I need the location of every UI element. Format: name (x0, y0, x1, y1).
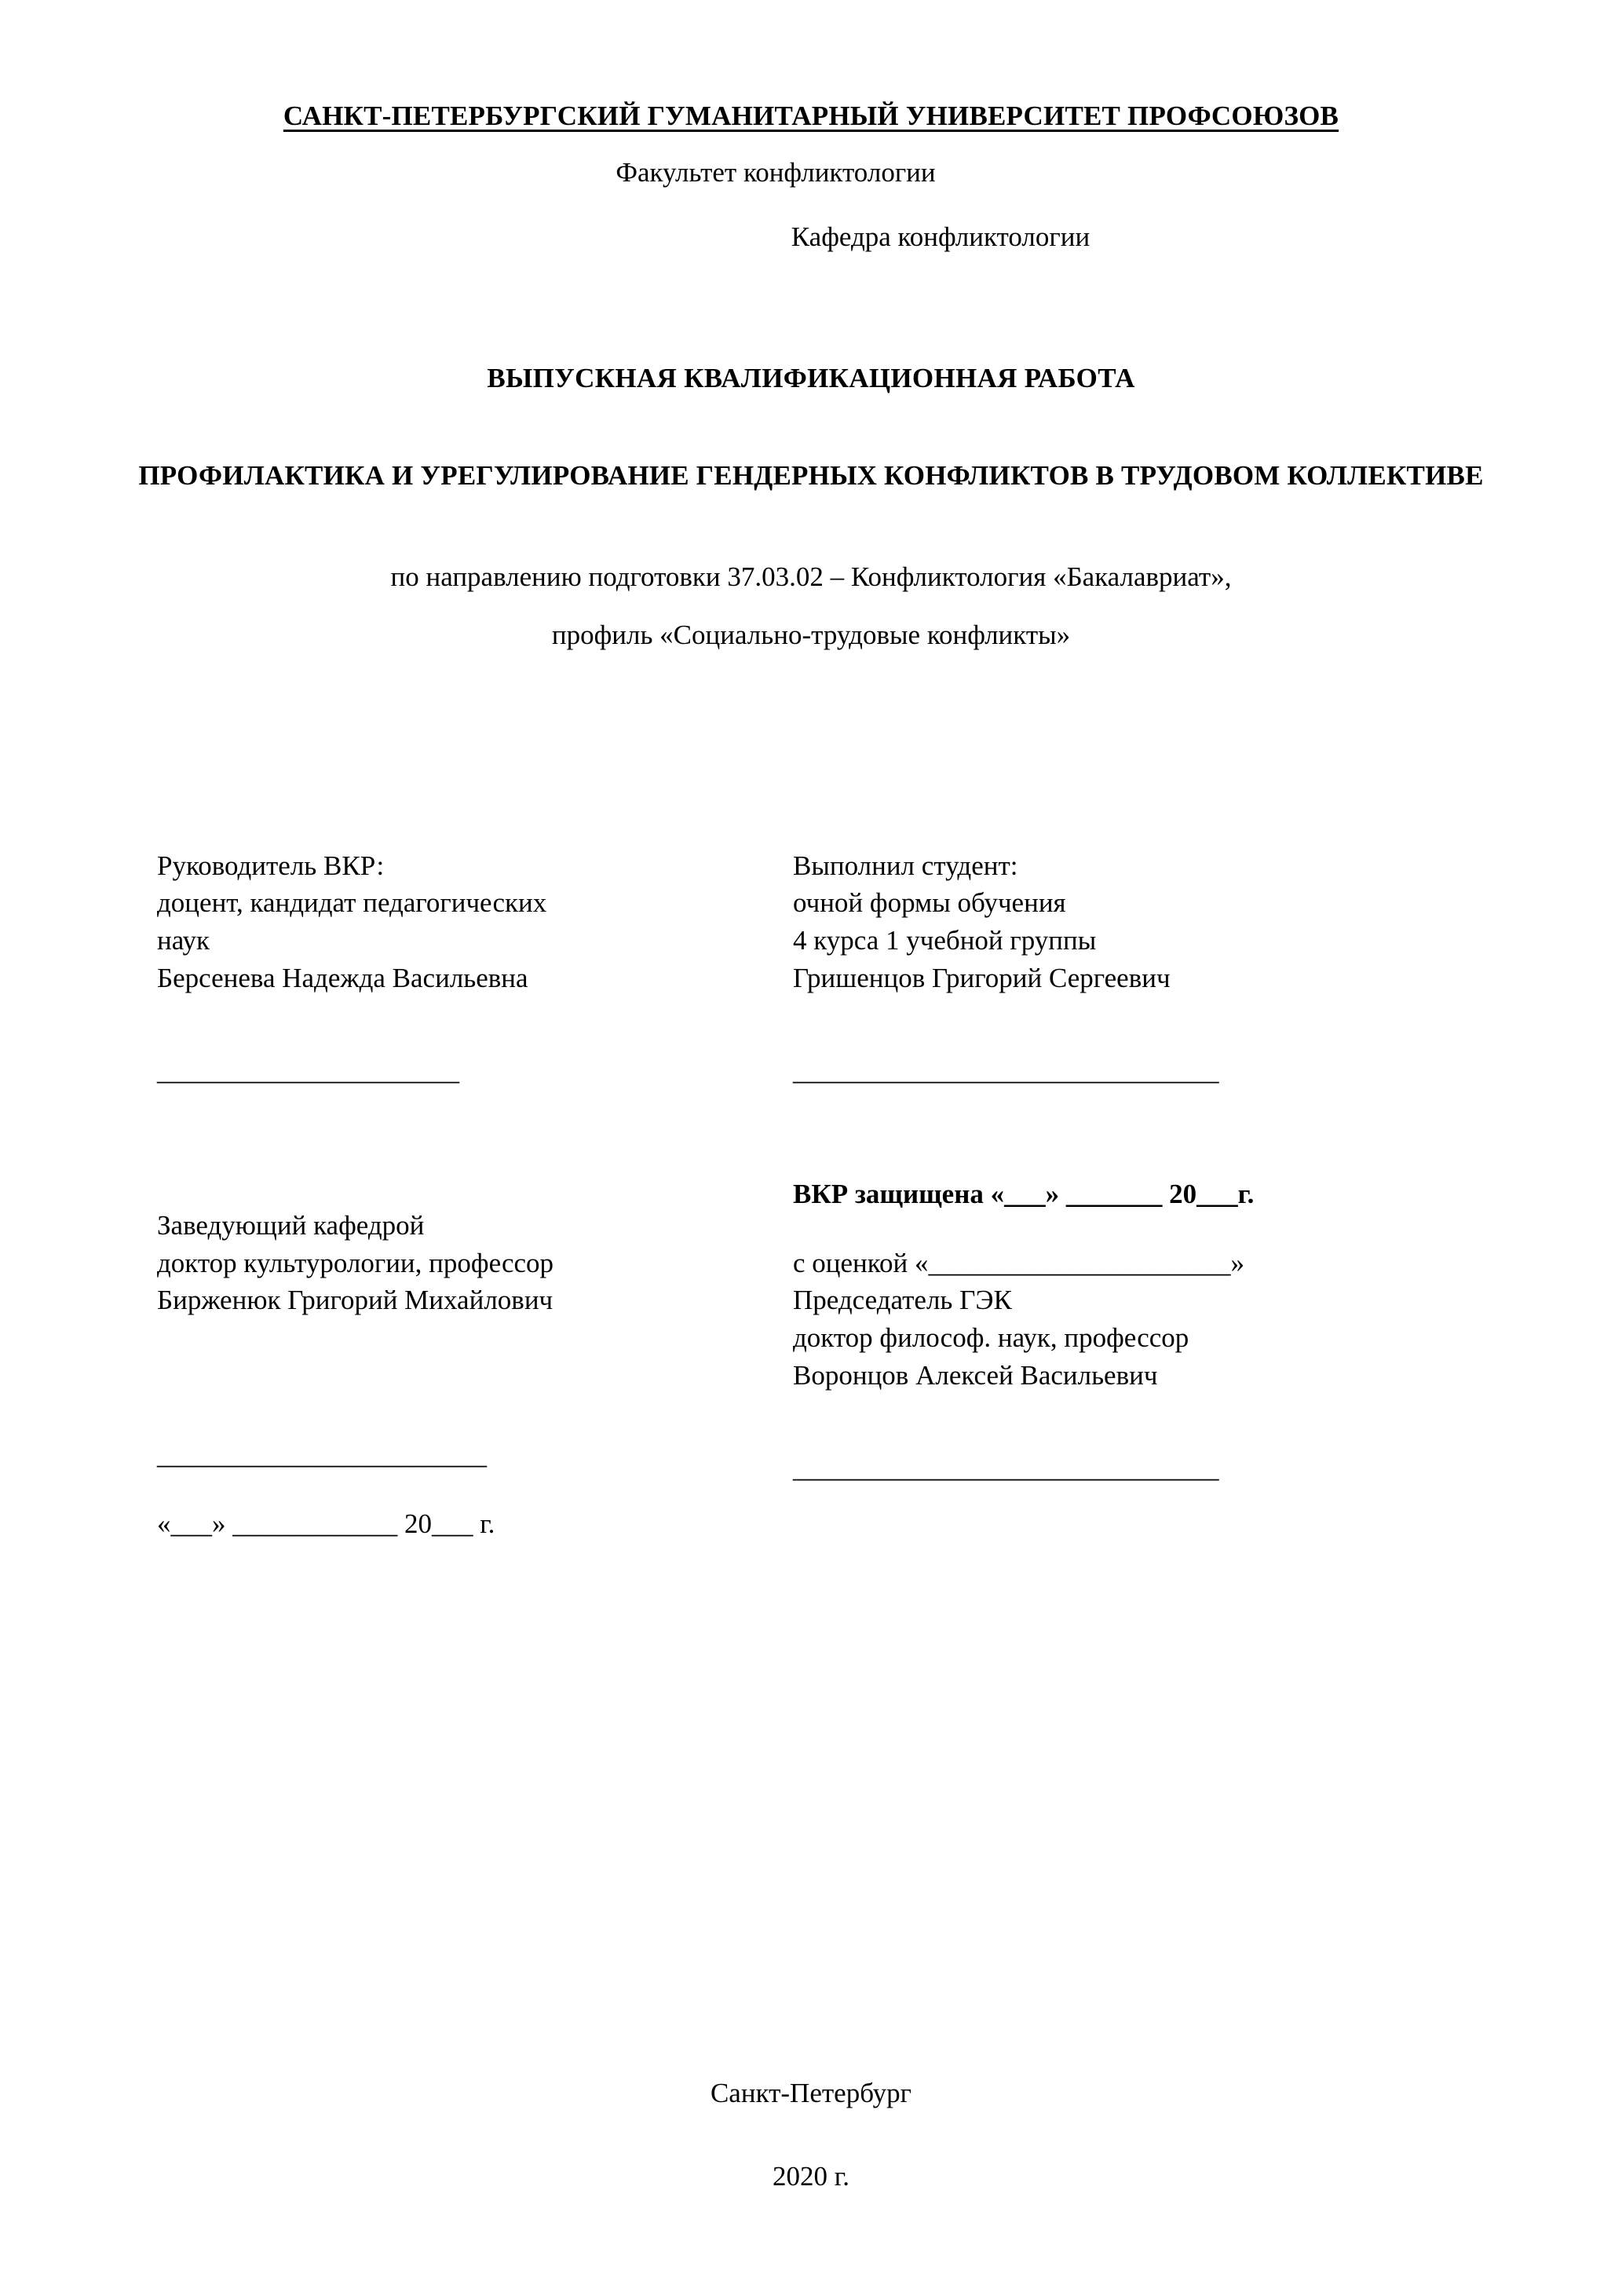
head-role: Заведующий кафедрой (157, 1210, 425, 1241)
supervisor-signature-line: ______________________ (157, 1055, 459, 1087)
chair-signature-line: _______________________________ (793, 1453, 1219, 1484)
department-name: Кафедра конфликтологии (791, 221, 1090, 252)
student-block (762, 847, 1504, 1088)
chair-name: Воронцов Алексей Васильевич (793, 1359, 1158, 1391)
supervisor-block (118, 847, 762, 1088)
program-direction: по направлению подготовки 37.03.02 – Конфликтология «Бакалавриат», (390, 561, 1232, 592)
program-profile: профиль «Социально-трудовые конфликты» (551, 619, 1071, 650)
head-signature-line: ________________________ (157, 1439, 487, 1470)
work-title: ПРОФИЛАКТИКА И УРЕГУЛИРОВАНИЕ ГЕНДЕРНЫХ КОНФЛИКТОВ В ТРУДОВОМ КОЛЛЕКТИВЕ (138, 460, 1484, 491)
supervisor-degree-line1: доцент, кандидат педагогических (157, 887, 547, 919)
defense-date-label: ВКР защищена «___» _______ 20___г. (793, 1179, 1255, 1210)
document-type: ВЫПУСКНАЯ КВАЛИФИКАЦИОННАЯ РАБОТА (487, 363, 1135, 393)
supervisor-name: Берсенева Надежда Васильевна (157, 962, 528, 993)
student-group: 4 курса 1 учебной группы (793, 924, 1097, 956)
faculty-name: Факультет конфликтологии (616, 157, 936, 188)
defense-grade-label: с оценкой «______________________» (793, 1247, 1244, 1278)
city-name: Санкт-Петербург (710, 2078, 912, 2108)
head-of-department-block (118, 1175, 762, 1541)
signature-area (118, 847, 1504, 1541)
university-name: САНКТ-ПЕТЕРБУРГСКИЙ ГУМАНИТАРНЫЙ УНИВЕРСИТЕТ ПРОФСОЮЗОВ (283, 101, 1339, 131)
chair-degree: доктор философ. наук, профессор (793, 1322, 1189, 1353)
defense-block (762, 1175, 1504, 1485)
student-name: Гришенцов Григорий Сергеевич (793, 962, 1171, 993)
chair-role: Председатель ГЭК (793, 1285, 1012, 1316)
supervisor-degree-line2: наук (157, 924, 210, 956)
student-form: очной формы обучения (793, 887, 1066, 919)
student-role: Выполнил студент: (793, 850, 1018, 881)
supervisor-student-row (118, 847, 1504, 1088)
head-defense-row (118, 1175, 1504, 1541)
page-footer (0, 2078, 1622, 2192)
student-signature-line: _______________________________ (793, 1055, 1219, 1087)
year: 2020 г. (773, 2161, 849, 2192)
supervisor-role: Руководитель ВКР: (157, 850, 385, 881)
head-name: Бирженюк Григорий Михайлович (157, 1285, 553, 1316)
head-date-line: «___» ____________ 20___ г. (157, 1508, 495, 1539)
head-degree: доктор культурологии, профессор (157, 1247, 554, 1278)
